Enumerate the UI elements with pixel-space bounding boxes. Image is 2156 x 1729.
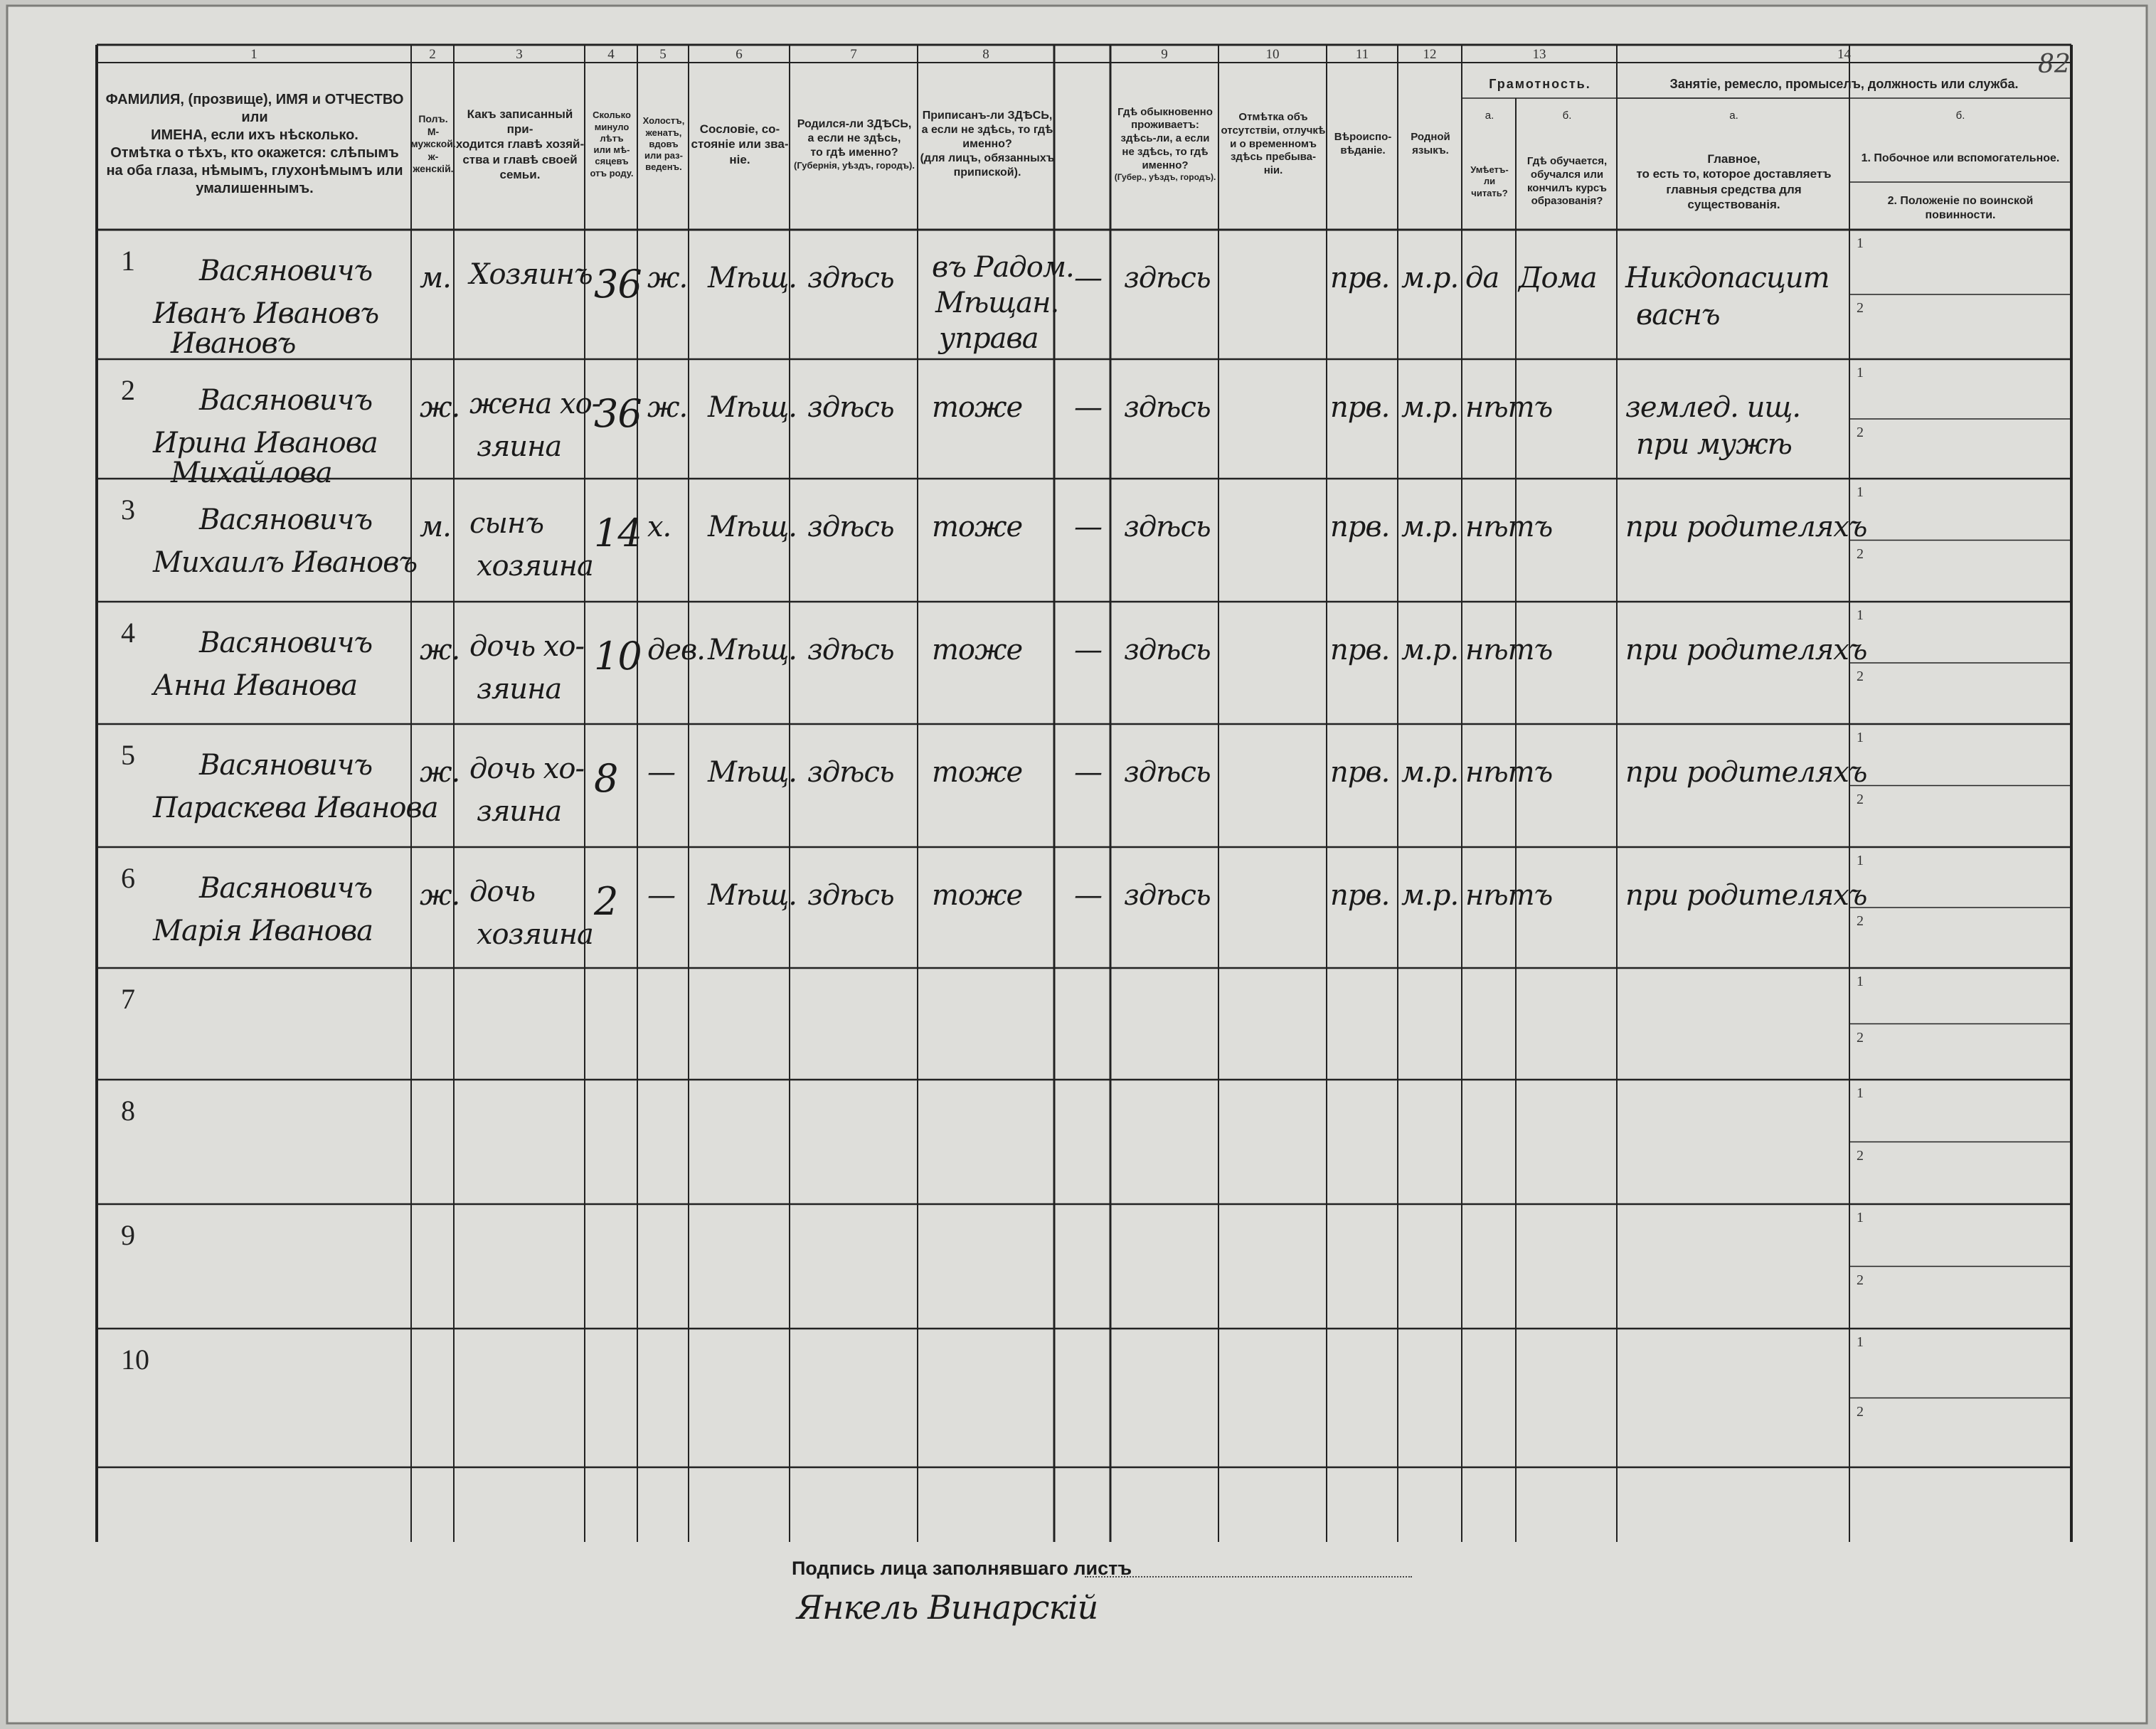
native-language: м.р. — [1401, 756, 1459, 789]
marital-status: — — [647, 756, 675, 789]
can-read: нѣтъ — [1465, 511, 1553, 543]
signature-label: Подпись лица заполнявшаго листъ — [792, 1558, 1132, 1579]
estate: Мѣщ. — [708, 756, 797, 789]
header-absence: Отмѣтка объ отсутствіи, отлучкѣ и о временномъ здѣсь пребыва- ніи. — [1221, 111, 1326, 177]
sex: м. — [420, 262, 451, 294]
birthplace: здѣсь — [807, 756, 894, 789]
column-number-3: 3 — [516, 47, 523, 62]
age: 14 — [594, 511, 642, 555]
column-number-14: 14 — [1837, 47, 1851, 62]
can-read: нѣтъ — [1465, 391, 1553, 424]
relation-to-head: дочь — [469, 876, 536, 908]
header-occupation-title: Занятіе, ремесло, промыселъ, должность или служба. — [1669, 76, 2019, 91]
subrow-label: 2 — [1857, 791, 1864, 807]
row-number: 7 — [121, 983, 135, 1015]
sex: ж. — [420, 391, 460, 424]
column-number-6: 6 — [736, 47, 743, 62]
occupation-main: при родителяхъ — [1625, 756, 1867, 789]
estate: Мѣщ. — [708, 391, 797, 424]
column-number-5: 5 — [659, 47, 667, 62]
native-language: м.р. — [1401, 879, 1459, 912]
relation-to-head: дочь хо- — [469, 630, 584, 663]
row-number: 10 — [121, 1344, 149, 1376]
given-names: Параскева Иванова — [153, 792, 438, 824]
header-occupation-secondary: 1. Побочное или вспомогательное. — [1861, 152, 2060, 164]
column-number-9: 9 — [1161, 47, 1168, 62]
estate: Мѣщ. — [708, 634, 797, 666]
relation-to-head-cont: хозяина — [477, 918, 593, 951]
header-literacy-title: Грамотность. — [1489, 76, 1591, 91]
dash: — — [1074, 262, 1102, 294]
subrow-label: 2 — [1857, 913, 1864, 929]
education: Дома — [1519, 262, 1597, 294]
can-read: нѣтъ — [1465, 879, 1553, 912]
surname: Васяновичъ — [199, 627, 373, 659]
religion: прв. — [1330, 756, 1390, 789]
marital-status: — — [647, 879, 675, 912]
occupation-main: при родителяхъ — [1625, 879, 1867, 912]
marital-status: ж. — [647, 391, 688, 424]
native-language: м.р. — [1401, 511, 1459, 543]
age: 10 — [594, 634, 642, 679]
age: 2 — [594, 879, 618, 924]
surname: Васяновичъ — [199, 872, 373, 905]
native-language: м.р. — [1401, 634, 1459, 666]
occupation-main: Никдопасцит — [1625, 262, 1830, 294]
subrow-label: 1 — [1857, 974, 1864, 989]
native-language: м.р. — [1401, 391, 1459, 424]
sex: ж. — [420, 756, 460, 789]
row-number: 6 — [121, 862, 135, 894]
relation-to-head: дочь хо- — [469, 752, 584, 785]
row-number: 1 — [121, 245, 135, 277]
subrow-label: 1 — [1857, 365, 1864, 381]
row-number: 8 — [121, 1095, 135, 1127]
column-number-10: 10 — [1265, 47, 1280, 62]
occupation-main: при родителяхъ — [1625, 511, 1867, 543]
estate: Мѣщ. — [708, 511, 797, 543]
subrow-label: 1 — [1857, 235, 1864, 251]
subrow-label: 1 — [1857, 730, 1864, 745]
registered: въ Радом. — [932, 251, 1074, 284]
header-registered: Приписанъ-ли ЗДѢСЬ, а если не здѣсь, то гдѣ именно? (для лицъ, обязанныхъ припиской). — [920, 110, 1055, 179]
row-number: 3 — [121, 494, 135, 526]
registered-cont: Мѣщан. — [935, 287, 1059, 319]
given-names: Анна Иванова — [153, 669, 358, 702]
dash: — — [1074, 511, 1102, 543]
given-names: Иванъ Ивановъ — [153, 297, 379, 330]
subrow-label: 2 — [1857, 1029, 1864, 1046]
birthplace: здѣсь — [807, 391, 894, 424]
surname: Васяновичъ — [199, 255, 373, 287]
dash: — — [1074, 879, 1102, 912]
given-names-cont: Михайлова — [171, 457, 332, 489]
occupation-main-cont: при мужѣ — [1636, 428, 1792, 461]
residence: здѣсь — [1124, 391, 1211, 424]
header-occupation-main: Главное, то есть то, которое доставляетъ главныя средства для существованія. — [1636, 152, 1832, 211]
header-name: ФАМИЛИЯ, (прозвище), ИМЯ и ОТЧЕСТВО или ИМЕНА, если ихъ нѣсколько. Отмѣтка о тѣхъ, кто окажется: слѣпымъ на оба глаза, нѣмымъ, глухонѣмымъ или умалишеннымъ. — [105, 92, 404, 196]
subrow-label: 1 — [1857, 853, 1864, 868]
marital-status: ж. — [647, 262, 688, 294]
census-sheet — [7, 6, 2147, 1723]
column-number-1: 1 — [250, 47, 257, 62]
religion: прв. — [1330, 391, 1390, 424]
surname: Васяновичъ — [199, 504, 373, 536]
relation-to-head-cont: хозяина — [477, 550, 593, 582]
birthplace: здѣсь — [807, 634, 894, 666]
header-language: Родной языкъ. — [1411, 131, 1450, 156]
column-number-12: 12 — [1423, 47, 1437, 62]
given-names: Марія Иванова — [153, 915, 373, 947]
dash: — — [1074, 756, 1102, 789]
sex: м. — [420, 511, 451, 543]
religion: прв. — [1330, 634, 1390, 666]
header-occupation-a-letter: а. — [1729, 109, 1738, 122]
marital-status: дев. — [647, 634, 706, 666]
relation-to-head-cont: зяина — [477, 430, 562, 463]
subrow-label: 2 — [1857, 1272, 1864, 1288]
column-number-4: 4 — [607, 47, 615, 62]
row-number: 5 — [121, 739, 135, 771]
header-education: Гдѣ обучается, обучался или кончилъ курсъ образованія? — [1526, 155, 1608, 208]
subrow-label: 2 — [1857, 425, 1864, 440]
religion: прв. — [1330, 511, 1390, 543]
occupation-main: землед. ищ. — [1625, 391, 1801, 424]
column-number-13: 13 — [1532, 47, 1546, 62]
dash: — — [1074, 391, 1102, 424]
header-religion: Вѣроиспо- вѣданіе. — [1334, 131, 1392, 156]
header-marital: Холостъ, женатъ, вдовъ или раз- веденъ. — [642, 115, 685, 173]
relation-to-head-cont: зяина — [477, 795, 562, 828]
header-literacy-b-letter: б. — [1562, 109, 1572, 122]
age: 8 — [594, 756, 618, 801]
subrow-label: 1 — [1857, 1085, 1864, 1101]
registered: тоже — [932, 391, 1023, 424]
registered: тоже — [932, 511, 1023, 543]
page-number: 82 — [2038, 50, 2071, 79]
religion: прв. — [1330, 262, 1390, 294]
can-read: нѣтъ — [1465, 756, 1553, 789]
birthplace: здѣсь — [807, 511, 894, 543]
residence: здѣсь — [1124, 879, 1211, 912]
subrow-label: 2 — [1857, 1147, 1864, 1164]
subrow-label: 1 — [1857, 607, 1864, 623]
column-number-2: 2 — [429, 47, 436, 62]
estate: Мѣщ. — [708, 262, 797, 294]
registered-cont: управа — [939, 322, 1039, 355]
header-relation: Какъ записанный при- ходится главѣ хозяй- ства и главѣ своей семьи. — [455, 107, 585, 181]
column-number-8: 8 — [982, 47, 989, 62]
residence: здѣсь — [1124, 756, 1211, 789]
subrow-label: 2 — [1857, 1403, 1864, 1420]
residence: здѣсь — [1124, 262, 1211, 294]
surname: Васяновичъ — [199, 384, 373, 417]
header-age: Сколько минуло лѣтъ или мѣ- сяцевъ отъ роду. — [590, 110, 634, 179]
birthplace: здѣсь — [807, 262, 894, 294]
registered: тоже — [932, 756, 1023, 789]
can-read: нѣтъ — [1465, 634, 1553, 666]
dash: — — [1074, 634, 1102, 666]
sex: ж. — [420, 879, 460, 912]
estate: Мѣщ. — [708, 879, 797, 912]
native-language: м.р. — [1401, 262, 1459, 294]
given-names: Ирина Иванова — [153, 427, 378, 459]
relation-to-head: сынъ — [469, 507, 543, 540]
row-number: 9 — [121, 1219, 135, 1251]
signature: Янкель Винарскій — [797, 1588, 1098, 1627]
header-sex: Полъ. М-мужской. ж-женскій. — [410, 113, 456, 175]
relation-to-head-cont: зяина — [477, 673, 562, 706]
can-read: да — [1465, 262, 1499, 294]
row-number: 2 — [121, 374, 135, 406]
row-number: 4 — [121, 617, 135, 649]
registered: тоже — [932, 634, 1023, 666]
subrow-label: 1 — [1857, 1210, 1864, 1225]
relation-to-head: Хозяинъ — [469, 258, 593, 291]
header-can-read: Умѣетъ- ли читать? — [1470, 164, 1509, 198]
header-estate: Сословіе, со- стояніе или зва- ніе. — [691, 122, 789, 166]
header-birthplace: Родился-ли ЗДѢСЬ, а если не здѣсь, то гдѣ именно? (Губернія, уѣздъ, городъ). — [794, 117, 915, 171]
religion: прв. — [1330, 879, 1390, 912]
occupation-main: при родителяхъ — [1625, 634, 1867, 666]
subrow-label: 2 — [1857, 546, 1864, 562]
column-number-11: 11 — [1355, 47, 1369, 62]
age: 36 — [594, 391, 642, 436]
marital-status: х. — [647, 511, 671, 543]
subrow-label: 2 — [1857, 300, 1864, 316]
birthplace: здѣсь — [807, 879, 894, 912]
subrow-label: 2 — [1857, 669, 1864, 684]
sex: ж. — [420, 634, 460, 666]
header-residence: Гдѣ обыкновенно проживаетъ: здѣсь-ли, а если не здѣсь, то гдѣ именно? (Губер., уѣздъ, городъ). — [1114, 105, 1216, 183]
residence: здѣсь — [1124, 634, 1211, 666]
column-number-7: 7 — [850, 47, 857, 62]
residence: здѣсь — [1124, 511, 1211, 543]
relation-to-head: жена хо- — [469, 388, 601, 420]
given-names-cont: Ивановъ — [171, 327, 296, 360]
age: 36 — [594, 262, 642, 307]
given-names: Михаилъ Ивановъ — [153, 546, 418, 579]
header-literacy-a-letter: а. — [1485, 109, 1494, 122]
occupation-main-cont: васнъ — [1636, 299, 1720, 331]
surname: Васяновичъ — [199, 749, 373, 782]
subrow-label: 1 — [1857, 1334, 1864, 1350]
signature-line — [1085, 1576, 1412, 1578]
header-occupation-b-letter: б. — [1955, 109, 1965, 122]
header-military-status: 2. Положеніе по воинской повинности. — [1887, 195, 2034, 221]
registered: тоже — [932, 879, 1023, 912]
subrow-label: 1 — [1857, 484, 1864, 500]
